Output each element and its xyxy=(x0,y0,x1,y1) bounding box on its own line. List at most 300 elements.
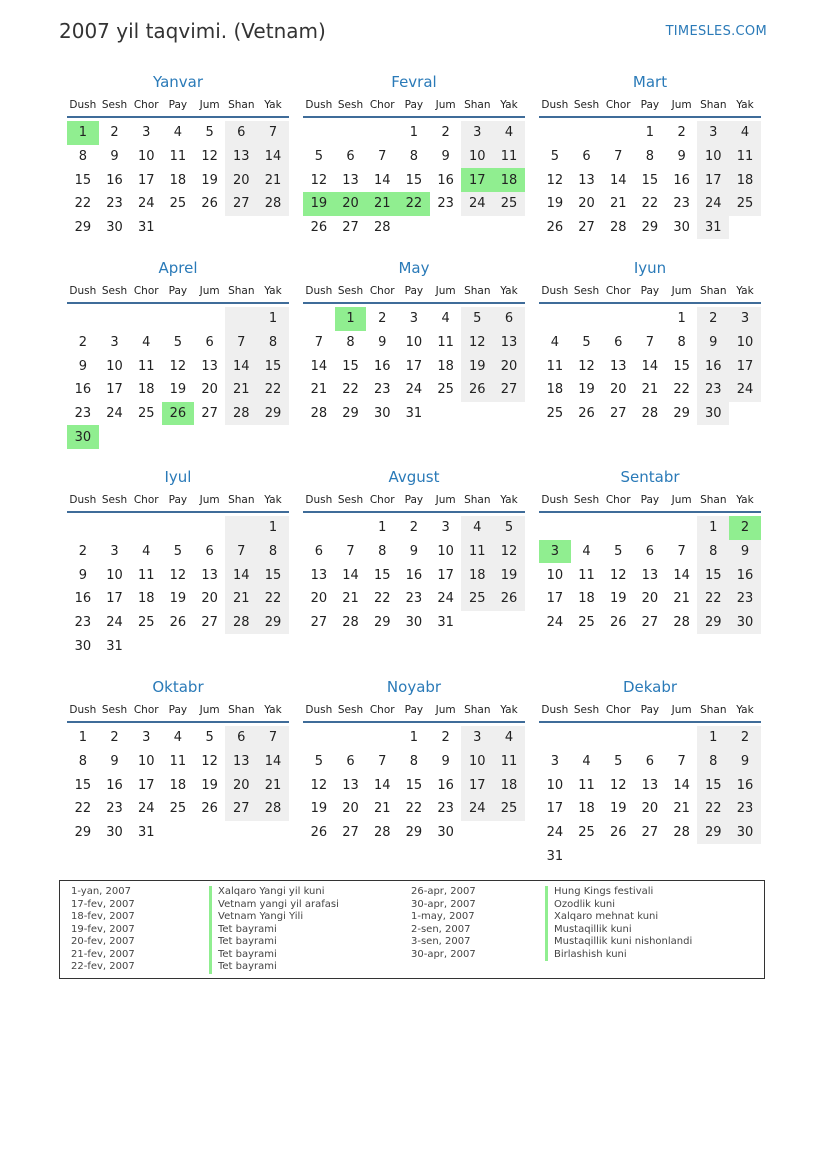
day-cell: 30 xyxy=(106,825,123,841)
weekday-label: Shan xyxy=(464,99,491,111)
day-cell: 29 xyxy=(257,611,289,635)
day-cell: 20 xyxy=(493,354,525,378)
day-cell: 13 xyxy=(578,172,595,188)
day-cell: 28 xyxy=(673,825,690,841)
empty-cell xyxy=(303,726,335,750)
day-cell: 7 xyxy=(378,149,387,165)
empty-cell xyxy=(99,516,131,540)
empty-cell xyxy=(571,307,603,331)
day-cell: 22 xyxy=(697,587,729,611)
day-cell: 23 xyxy=(697,378,729,402)
legend-date: 22-fev, 2007 xyxy=(71,961,135,972)
empty-cell xyxy=(225,516,257,540)
day-cell: 18 xyxy=(729,168,761,192)
legend-date: 30-apr, 2007 xyxy=(411,898,476,910)
legend-holiday-name: Xalqaro Yangi yil kuni xyxy=(209,886,339,899)
day-cell: 10 xyxy=(461,145,493,169)
day-cell: 10 xyxy=(729,331,761,355)
day-cell: 10 xyxy=(697,145,729,169)
day-cell: 13 xyxy=(201,567,218,583)
day-grid xyxy=(539,726,761,868)
day-cell: 20 xyxy=(201,382,218,398)
empty-cell xyxy=(194,307,226,331)
day-cell: 18 xyxy=(437,358,454,374)
day-cell: 9 xyxy=(78,358,87,374)
weekday-label: Jum xyxy=(671,704,692,716)
day-cell: 16 xyxy=(729,773,761,797)
month-avgust xyxy=(303,467,525,634)
empty-cell xyxy=(666,516,698,540)
legend-names-right xyxy=(545,886,692,961)
day-cell: 22 xyxy=(673,382,690,398)
day-grid xyxy=(67,516,289,658)
day-cell: 8 xyxy=(78,754,87,770)
month-sentabr xyxy=(539,467,761,634)
day-cell: 23 xyxy=(373,382,391,398)
weekday-label: Dush xyxy=(541,99,569,111)
day-cell: 10 xyxy=(106,567,123,583)
weekday-label: Sesh xyxy=(573,704,600,716)
day-cell: 8 xyxy=(257,540,289,564)
day-cell: 19 xyxy=(169,382,187,398)
day-cell: 2 xyxy=(441,730,450,746)
weekday-label: Yak xyxy=(500,704,518,716)
day-cell: 25 xyxy=(461,587,493,611)
empty-cell xyxy=(666,726,698,750)
day-cell: 22 xyxy=(257,587,289,611)
day-cell: 5 xyxy=(314,149,323,165)
day-cell: 6 xyxy=(645,754,655,770)
day-cell: 13 xyxy=(310,567,328,583)
day-cell: 11 xyxy=(137,358,155,374)
day-cell: 24 xyxy=(405,382,423,398)
month-noyabr xyxy=(303,677,525,844)
holiday-day-cell: 30 xyxy=(67,425,99,449)
month-oktabr xyxy=(67,677,289,844)
day-cell: 1 xyxy=(697,516,729,540)
day-cell: 4 xyxy=(441,311,450,327)
month-mart xyxy=(539,72,761,239)
empty-cell xyxy=(194,516,226,540)
day-cell: 16 xyxy=(106,777,123,793)
holiday-day-cell: 20 xyxy=(335,192,367,216)
day-cell: 17 xyxy=(106,382,123,398)
day-cell: 16 xyxy=(74,591,92,607)
day-cell: 15 xyxy=(697,773,729,797)
weekday-label: Jum xyxy=(435,99,456,111)
day-cell: 7 xyxy=(677,544,686,560)
month-name: Mart xyxy=(632,73,668,91)
day-cell: 20 xyxy=(310,591,328,607)
day-cell: 16 xyxy=(729,563,761,587)
day-grid xyxy=(303,516,525,634)
day-cell: 29 xyxy=(257,402,289,426)
day-cell: 24 xyxy=(546,615,564,631)
weekday-label: Chor xyxy=(133,99,159,111)
day-cell: 2 xyxy=(78,544,87,560)
day-cell: 16 xyxy=(405,567,423,583)
day-cell: 24 xyxy=(106,615,123,631)
month-name: Oktabr xyxy=(152,678,204,696)
month-name: Aprel xyxy=(158,259,198,277)
day-cell: 29 xyxy=(342,406,359,422)
legend-date: 21-fev, 2007 xyxy=(71,948,135,960)
day-cell: 7 xyxy=(645,335,655,351)
day-cell: 29 xyxy=(673,406,690,422)
day-cell: 9 xyxy=(378,335,387,351)
weekday-label: Dush xyxy=(541,704,569,716)
day-cell: 26 xyxy=(493,587,525,611)
day-cell: 10 xyxy=(437,544,454,560)
weekday-label: Sesh xyxy=(573,99,600,111)
weekday-header xyxy=(539,280,761,304)
day-cell: 19 xyxy=(578,382,595,398)
day-cell: 19 xyxy=(461,354,493,378)
day-cell: 10 xyxy=(137,149,155,165)
day-cell: 23 xyxy=(437,196,454,212)
legend-holiday-name: Tet bayrami xyxy=(209,924,339,937)
day-cell: 24 xyxy=(461,797,493,821)
day-cell: 9 xyxy=(110,149,119,165)
day-cell: 27 xyxy=(641,825,659,841)
day-cell: 4 xyxy=(142,335,151,351)
empty-cell xyxy=(571,121,603,145)
day-cell: 31 xyxy=(405,406,423,422)
day-cell: 5 xyxy=(614,754,623,770)
day-cell: 20 xyxy=(641,801,659,817)
weekday-label: Pay xyxy=(168,704,188,716)
day-cell: 2 xyxy=(729,726,761,750)
weekday-label: Sesh xyxy=(101,704,128,716)
weekday-label: Chor xyxy=(133,494,159,506)
day-cell: 19 xyxy=(169,591,187,607)
legend-dates-left xyxy=(71,886,135,974)
holiday-day-cell: 22 xyxy=(398,192,430,216)
day-cell: 17 xyxy=(137,172,155,188)
day-cell: 15 xyxy=(342,358,359,374)
holiday-day-cell: 19 xyxy=(303,192,335,216)
day-cell: 6 xyxy=(614,335,623,351)
day-cell: 12 xyxy=(578,358,595,374)
weekday-label: Pay xyxy=(168,285,188,297)
day-cell: 21 xyxy=(641,382,659,398)
day-cell: 2 xyxy=(78,335,87,351)
weekday-header xyxy=(67,699,289,723)
day-cell: 8 xyxy=(409,754,419,770)
day-cell: 7 xyxy=(257,121,289,145)
day-cell: 8 xyxy=(409,149,419,165)
day-cell: 3 xyxy=(110,544,119,560)
day-cell: 27 xyxy=(578,220,595,236)
holiday-day-cell: 1 xyxy=(335,307,367,331)
weekday-label: Shan xyxy=(464,494,491,506)
day-cell: 5 xyxy=(173,544,183,560)
day-cell: 5 xyxy=(614,544,623,560)
legend-holiday-name: Hung Kings festivali xyxy=(545,886,692,899)
legend-date: 2-sen, 2007 xyxy=(411,923,471,935)
day-cell: 1 xyxy=(409,730,419,746)
day-cell: 13 xyxy=(609,358,627,374)
day-cell: 2 xyxy=(441,125,450,141)
weekday-label: Chor xyxy=(369,285,395,297)
weekday-label: Pay xyxy=(404,704,424,716)
day-cell: 30 xyxy=(437,825,454,841)
day-cell: 7 xyxy=(314,335,323,351)
day-cell: 18 xyxy=(546,382,564,398)
day-cell: 26 xyxy=(201,801,218,817)
weekday-header xyxy=(67,280,289,304)
day-cell: 9 xyxy=(729,750,761,774)
day-cell: 24 xyxy=(697,192,729,216)
day-cell: 28 xyxy=(310,406,328,422)
weekday-label: Jum xyxy=(671,494,692,506)
empty-cell xyxy=(366,726,398,750)
day-cell: 25 xyxy=(437,382,454,398)
day-cell: 18 xyxy=(461,563,493,587)
day-cell: 21 xyxy=(310,382,328,398)
weekday-label: Shan xyxy=(228,494,255,506)
legend-holiday-name: Xalqaro mehnat kuni xyxy=(545,911,692,924)
holiday-day-cell: 26 xyxy=(162,402,194,426)
empty-cell xyxy=(67,307,99,331)
empty-cell xyxy=(303,516,335,540)
weekday-label: Jum xyxy=(435,494,456,506)
day-cell: 23 xyxy=(729,797,761,821)
day-cell: 18 xyxy=(578,801,595,817)
legend-holiday-name: Mustaqillik kuni nishonlandi xyxy=(545,936,692,949)
day-cell: 27 xyxy=(225,797,257,821)
day-cell: 4 xyxy=(582,544,591,560)
day-cell: 14 xyxy=(257,145,289,169)
weekday-label: Yak xyxy=(264,494,282,506)
site-link[interactable]: TIMESLES.COM xyxy=(665,24,767,39)
day-cell: 10 xyxy=(106,358,123,374)
month-name: Fevral xyxy=(391,73,437,91)
day-cell: 13 xyxy=(342,777,359,793)
day-cell: 16 xyxy=(697,354,729,378)
weekday-label: Jum xyxy=(199,704,220,716)
month-aprel xyxy=(67,258,289,449)
day-cell: 25 xyxy=(137,615,155,631)
day-cell: 28 xyxy=(342,615,359,631)
weekday-label: Chor xyxy=(605,99,631,111)
holiday-day-cell: 18 xyxy=(493,168,525,192)
legend-holiday-name: Tet bayrami xyxy=(209,961,339,974)
day-cell: 28 xyxy=(641,406,659,422)
day-cell: 31 xyxy=(546,848,564,864)
day-cell: 18 xyxy=(578,591,595,607)
weekday-label: Yak xyxy=(736,99,754,111)
weekday-label: Yak xyxy=(736,494,754,506)
empty-cell xyxy=(634,516,666,540)
day-cell: 15 xyxy=(257,563,289,587)
month-yanvar xyxy=(67,72,289,239)
day-cell: 4 xyxy=(582,754,591,770)
weekday-label: Shan xyxy=(228,704,255,716)
day-cell: 8 xyxy=(257,331,289,355)
day-cell: 1 xyxy=(409,125,419,141)
day-grid xyxy=(539,307,761,425)
day-cell: 21 xyxy=(673,591,690,607)
day-cell: 24 xyxy=(461,192,493,216)
empty-cell xyxy=(571,516,603,540)
day-cell: 10 xyxy=(546,777,564,793)
day-cell: 13 xyxy=(342,172,359,188)
month-name: Sentabr xyxy=(620,468,680,486)
day-cell: 17 xyxy=(137,777,155,793)
legend-holiday-name: Vetnam yangi yil arafasi xyxy=(209,899,339,912)
weekday-label: Dush xyxy=(541,494,569,506)
day-cell: 5 xyxy=(314,754,323,770)
day-cell: 28 xyxy=(225,611,257,635)
day-cell: 12 xyxy=(201,149,218,165)
day-cell: 15 xyxy=(405,172,423,188)
day-cell: 17 xyxy=(729,354,761,378)
day-grid xyxy=(539,121,761,239)
empty-cell xyxy=(162,516,194,540)
day-cell: 13 xyxy=(225,145,257,169)
day-cell: 15 xyxy=(641,172,659,188)
day-cell: 6 xyxy=(346,149,355,165)
legend-date: 26-apr, 2007 xyxy=(411,886,476,897)
day-cell: 12 xyxy=(546,172,564,188)
weekday-label: Dush xyxy=(305,285,333,297)
weekday-label: Dush xyxy=(305,494,333,506)
day-cell: 12 xyxy=(310,777,328,793)
day-cell: 21 xyxy=(257,773,289,797)
weekday-label: Shan xyxy=(228,99,255,111)
day-cell: 15 xyxy=(257,354,289,378)
empty-cell xyxy=(99,307,131,331)
day-cell: 27 xyxy=(609,406,627,422)
legend-holiday-name: Vetnam Yangi Yili xyxy=(209,911,339,924)
day-cell: 6 xyxy=(582,149,591,165)
day-cell: 25 xyxy=(546,406,564,422)
day-cell: 14 xyxy=(225,563,257,587)
day-cell: 7 xyxy=(614,149,623,165)
legend-date: 17-fev, 2007 xyxy=(71,898,135,910)
day-cell: 14 xyxy=(373,172,391,188)
month-name: Iyun xyxy=(633,259,667,277)
day-cell: 19 xyxy=(493,563,525,587)
day-cell: 26 xyxy=(201,196,218,212)
month-may xyxy=(303,258,525,425)
weekday-label: Pay xyxy=(640,285,660,297)
day-cell: 27 xyxy=(225,192,257,216)
day-cell: 14 xyxy=(673,777,690,793)
day-cell: 9 xyxy=(441,149,450,165)
holiday-day-cell: 3 xyxy=(539,540,571,564)
weekday-label: Jum xyxy=(199,99,220,111)
day-cell: 25 xyxy=(169,196,187,212)
day-cell: 25 xyxy=(169,801,187,817)
weekday-label: Chor xyxy=(133,285,159,297)
holiday-day-cell: 17 xyxy=(461,168,493,192)
weekday-header xyxy=(67,489,289,513)
empty-cell xyxy=(162,307,194,331)
weekday-label: Sesh xyxy=(101,285,128,297)
day-cell: 22 xyxy=(373,591,391,607)
day-cell: 14 xyxy=(342,567,359,583)
legend-date: 1-yan, 2007 xyxy=(71,886,131,897)
legend-date: 3-sen, 2007 xyxy=(411,936,471,947)
day-cell: 26 xyxy=(578,406,595,422)
month-iyun xyxy=(539,258,761,425)
day-cell: 13 xyxy=(493,331,525,355)
day-cell: 28 xyxy=(373,220,391,236)
day-cell: 5 xyxy=(550,149,559,165)
day-cell: 22 xyxy=(342,382,359,398)
weekday-label: Chor xyxy=(605,494,631,506)
weekday-label: Chor xyxy=(369,99,395,111)
legend-dates-right xyxy=(411,886,476,961)
day-cell: 11 xyxy=(546,358,564,374)
day-cell: 22 xyxy=(74,196,92,212)
day-cell: 23 xyxy=(106,801,123,817)
weekday-label: Pay xyxy=(640,704,660,716)
weekday-label: Shan xyxy=(464,285,491,297)
legend-date: 30-apr, 2007 xyxy=(411,948,476,960)
day-cell: 23 xyxy=(729,587,761,611)
weekday-label: Sesh xyxy=(573,494,600,506)
day-cell: 23 xyxy=(437,801,454,817)
weekday-label: Dush xyxy=(69,285,97,297)
day-cell: 28 xyxy=(609,220,627,236)
holiday-day-cell: 2 xyxy=(729,516,761,540)
day-cell: 18 xyxy=(137,591,155,607)
weekday-header xyxy=(303,489,525,513)
day-cell: 24 xyxy=(106,406,123,422)
day-cell: 19 xyxy=(201,777,218,793)
weekday-label: Yak xyxy=(736,704,754,716)
day-cell: 4 xyxy=(550,335,559,351)
weekday-header xyxy=(303,94,525,118)
legend-holiday-name: Ozodlik kuni xyxy=(545,899,692,912)
day-cell: 12 xyxy=(609,567,627,583)
day-cell: 12 xyxy=(609,777,627,793)
day-cell: 20 xyxy=(201,591,218,607)
day-cell: 8 xyxy=(677,335,686,351)
weekday-label: Sesh xyxy=(101,99,128,111)
day-cell: 26 xyxy=(169,615,187,631)
weekday-label: Pay xyxy=(168,494,188,506)
day-cell: 18 xyxy=(493,773,525,797)
day-cell: 1 xyxy=(697,726,729,750)
day-cell: 14 xyxy=(641,358,659,374)
day-cell: 11 xyxy=(729,145,761,169)
day-cell: 19 xyxy=(609,801,627,817)
day-grid xyxy=(67,726,289,844)
day-cell: 15 xyxy=(373,567,391,583)
weekday-label: Shan xyxy=(700,494,727,506)
day-cell: 4 xyxy=(493,121,525,145)
day-cell: 6 xyxy=(205,335,214,351)
day-cell: 7 xyxy=(225,331,257,355)
legend-holiday-name: Birlashish kuni xyxy=(545,949,692,962)
day-cell: 23 xyxy=(74,615,92,631)
day-cell: 18 xyxy=(169,172,187,188)
day-cell: 27 xyxy=(201,615,218,631)
weekday-label: Dush xyxy=(69,704,97,716)
day-cell: 21 xyxy=(609,196,627,212)
day-cell: 19 xyxy=(201,172,218,188)
day-cell: 1 xyxy=(645,125,655,141)
day-cell: 25 xyxy=(578,825,595,841)
day-cell: 13 xyxy=(225,750,257,774)
weekday-label: Jum xyxy=(671,285,692,297)
day-cell: 27 xyxy=(201,406,218,422)
month-name: May xyxy=(398,259,430,277)
